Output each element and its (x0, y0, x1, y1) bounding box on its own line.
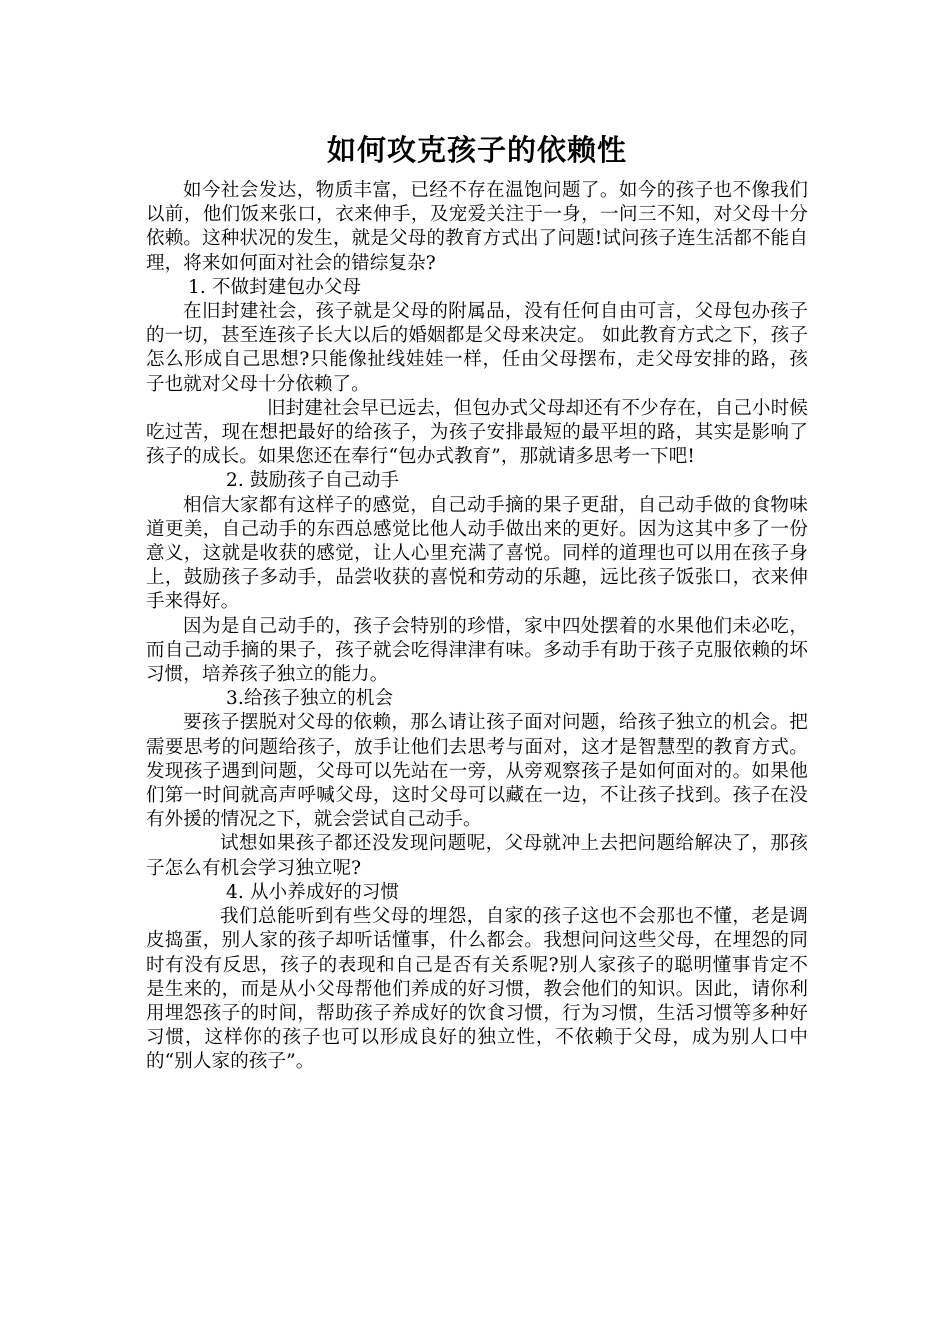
section-2-paragraph-1: 相信大家都有这样子的感觉，自己动手摘的果子更甜，自己动手做的食物味道更美，自己动手的东西总感觉比他人动手做出来的更好。因为这其中多了一份意义，这就是收获的感觉，让人心里充满了喜悦。同样的道理也可以用在孩子身上，鼓励孩子多动手，品尝收获的喜悦和劳动的乐趣，远比孩子饭张口，衣来伸手来得好。 (146, 494, 808, 613)
section-3-paragraph-1: 要孩子摆脱对父母的依赖，那么请让孩子面对问题，给孩子独立的机会。把需要思考的问题给孩子，放手让他们去思考与面对，这才是智慧型的教育方式。发现孩子遇到问题，父母可以先站在一旁，从旁观察孩子是如何面对的。如果他们第一时间就高声呼喊父母，这时父母可以藏在一边，不让孩子找到。孩子在没有外援的情况之下，就会尝试自己动手。 (146, 712, 808, 831)
section-2-heading: 2. 鼓励孩子自己动手 (226, 470, 400, 492)
document-body (146, 128, 808, 1075)
section-3-paragraph-2: 试想如果孩子都还没发现问题呢，父母就冲上去把问题给解决了，那孩子怎么有机会学习独立呢? (146, 833, 808, 879)
intro-paragraph: 如今社会发达，物质丰富，已经不存在温饱问题了。如今的孩子也不像我们以前，他们饭来张口，衣来伸手，及宠爱关注于一身，一问三不知，对父母十分依赖。这种状况的发生，就是父母的教育方式出了问题!试问孩子连生活都不能自理，将来如何面对社会的错综复杂? (146, 180, 808, 274)
section-3-heading: 3.给孩子独立的机会 (226, 688, 394, 710)
section-1-paragraph-2: 旧封建社会早已远去，但包办式父母却还有不少存在，自己小时候吃过苦，现在想把最好的给孩子，为孩子安排最短的最平坦的路，其实是影响了孩子的成长。如果您还在奉行“包办式教育”，那就请多思考一下吧! (146, 397, 808, 468)
page-title: 如何攻克孩子的依赖性 (326, 133, 627, 167)
section-4-heading: 4. 从小养成好的习惯 (226, 881, 400, 903)
section-2-paragraph-2: 因为是自己动手的，孩子会特别的珍惜，家中四处摆着的水果他们未必吃，而自己动手摘的果子，孩子就会吃得津津有味。多动手有助于孩子克服依赖的坏习惯，培养孩子独立的能力。 (146, 615, 808, 686)
section-1-paragraph-1: 在旧封建社会，孩子就是父母的附属品，没有任何自由可言，父母包办孩子的一切，甚至连孩子长大以后的婚姻都是父母来决定。 如此教育方式之下，孩子怎么形成自己思想?只能像扯线娃娃一样，任由父母摆布，走父母安排的路，孩子也就对父母十分依赖了。 (146, 301, 808, 395)
section-4-paragraph-1: 我们总能听到有些父母的埋怨，自家的孩子这也不会那也不懂，老是调皮捣蛋，别人家的孩子却听话懂事，什么都会。我想问问这些父母，在埋怨的同时有没有反思，孩子的表现和自己是否有关系呢?别人家孩子的聪明懂事肯定不是生来的，而是从小父母帮他们养成的好习惯，教会他们的知识。因此，请你利用埋怨孩子的时间，帮助孩子养成好的饮食习惯，行为习惯，生活习惯等多种好习惯，这样你的孩子也可以形成良好的独立性，不依赖于父母，成为别人口中的“别人家的孩子”。 (146, 906, 808, 1073)
section-1-heading: 1. 不做封建包办父母 (188, 276, 362, 298)
